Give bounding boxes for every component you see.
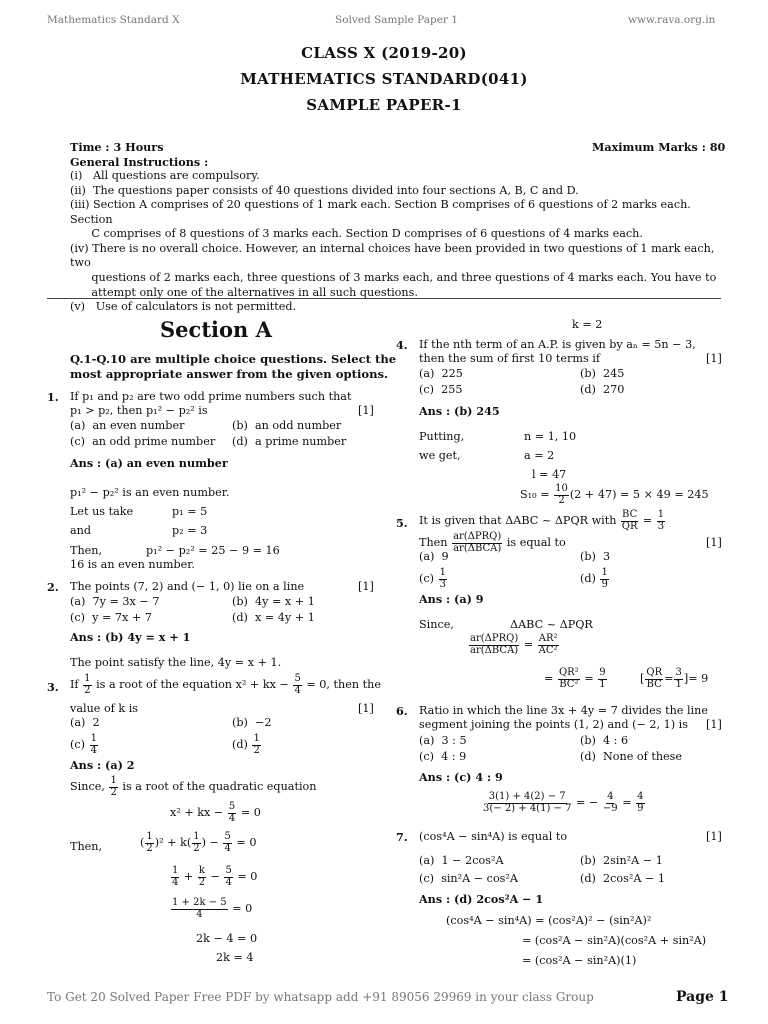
title-subject: MATHEMATICS STANDARD(041) <box>240 70 528 88</box>
footer-note: To Get 20 Solved Paper Free PDF by whatsapp add +91 89056 29969 in your class Group <box>47 990 594 1004</box>
fraction: $\frac{5}{4}$ <box>294 673 301 696</box>
instruction: attempt only one of the alternatives in all such questions. <box>70 285 418 299</box>
equation: $\frac{1}{4}$ + $\frac{k}{2}$ − $\frac{5}{4}$ = 0 <box>172 865 258 888</box>
equation: ( $\frac{1}{2}$ )² + k( $\frac{1}{2}$ ) − $\frac{5}{4}$ = 0 <box>140 831 257 854</box>
instruction: (iii) Section A comprises of 20 questions of 1 mark each. Section B comprises of 6 questions of 2 marks each. Section <box>70 198 691 226</box>
fraction: $\frac{1}{2}$ <box>84 673 91 696</box>
title-class: CLASS X (2019-20) <box>301 44 467 62</box>
instruction: (i) All questions are compulsory. <box>70 169 260 182</box>
instruction: (iv) There is no overall choice. However, an internal choices have been provided in two questions of 1 mark each, two <box>70 241 715 270</box>
instructions-title: General Instructions : <box>70 155 209 169</box>
header-right: www.rava.org.in <box>628 14 716 26</box>
header-center: Solved Sample Paper 1 <box>335 14 458 26</box>
fraction: $\frac{1}{2}$ <box>253 733 260 756</box>
instructions <box>70 169 730 315</box>
header-left: Mathematics Standard X <box>47 14 180 26</box>
divider <box>47 298 721 299</box>
fraction: $\frac{1}{4}$ <box>90 733 97 756</box>
instruction: questions of 2 marks each, three questions of 3 marks each, and three questions of 4 marks each. You have to <box>70 270 717 284</box>
instruction: C comprises of 8 questions of 3 marks each. Section D comprises of 6 questions of 4 marks each. <box>70 227 643 241</box>
section-intro: Q.1-Q.10 are multiple choice questions. Select the most appropriate answer from the given options. <box>70 352 397 382</box>
time: Time : 3 Hours <box>70 140 164 154</box>
instruction: (ii) The questions paper consists of 40 questions divided into four sections A, B, C and D. <box>70 183 579 197</box>
instruction: (v) Use of calculators is not permitted. <box>70 300 297 314</box>
equation: $\frac{1 + 2k - 5}{4}$ = 0 <box>172 897 253 920</box>
section-title: Section A <box>160 317 272 342</box>
page-number: Page 1 <box>676 989 729 1005</box>
max-marks: Maximum Marks : 80 <box>592 140 726 154</box>
title-paper: SAMPLE PAPER-1 <box>306 96 462 114</box>
